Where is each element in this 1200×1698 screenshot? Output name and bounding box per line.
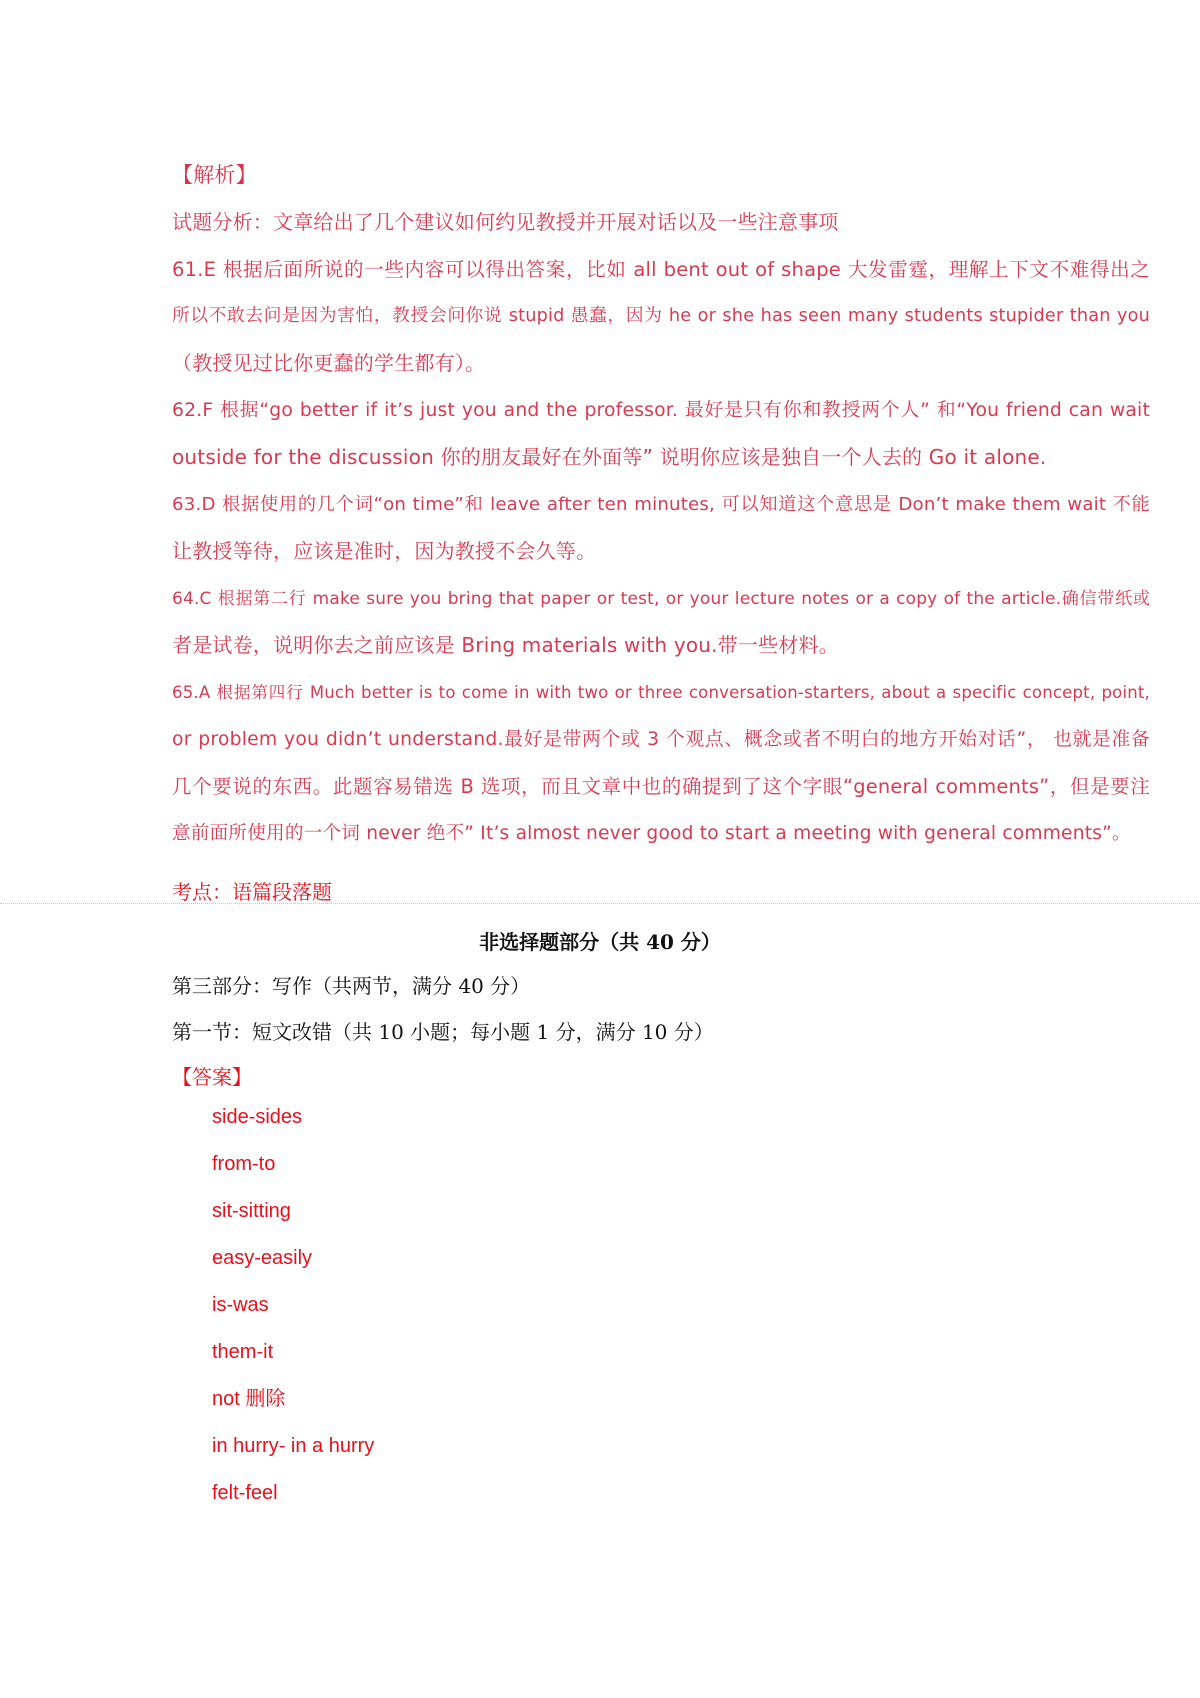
analysis-line: （教授见过比你更蠢的学生都有）。	[172, 351, 486, 375]
analysis-line: 63.D 根据使用的几个词“on time”和 leave after ten minutes, 可以知道这个意思是 Don’t make them wait 不能	[172, 494, 1150, 515]
answer-item: sit-sitting	[212, 1200, 291, 1222]
answer-item: is-was	[212, 1294, 269, 1316]
answer-list	[212, 1106, 374, 1529]
analysis-line: or problem you didn’t understand.最好是带两个或 3 个观点、概念或者不明白的地方开始对话”， 也就是准备	[172, 729, 1150, 750]
analysis-line: 所以不敢去问是因为害怕，教授会问你说 stupid 愚蠢，因为 he or she has seen many students stupider than you	[172, 306, 1150, 326]
answer-item: them-it	[212, 1341, 274, 1363]
answer-item: in hurry- in a hurry	[212, 1435, 375, 1457]
answer-item: not 删除	[212, 1388, 286, 1410]
analysis-line: 几个要说的东西。此题容易错选 B 选项，而且文章中也的确提到了这个字眼“general comments”，但是要注	[172, 775, 1150, 798]
analysis-line: 64.C 根据第二行 make sure you bring that paper or test, or your lecture notes or a copy of the article.确信带纸或	[172, 588, 1150, 608]
answer-item: side-sides	[212, 1106, 303, 1128]
analysis-line: 61.E 根据后面所说的一些内容可以得出答案，比如 all bent out of shape 大发雷霆，理解上下文不难得出之	[172, 258, 1150, 281]
analysis-scan-image	[172, 152, 1150, 857]
answer-heading: 【答案】	[172, 1065, 252, 1089]
analysis-line: 意前面所使用的一个词 never 绝不” It’s almost never good to start a meeting with general comments”。	[172, 823, 1131, 844]
answer-item: from-to	[212, 1153, 276, 1175]
analysis-line: 65.A 根据第四行 Much better is to come in with two or three conversation-starters, about a specific concept, point,	[172, 683, 1150, 702]
section-divider	[0, 903, 1200, 904]
answer-item: felt-feel	[212, 1482, 278, 1504]
part3-subheading: 第一节：短文改错（共 10 小题；每小题 1 分，满分 10 分）	[172, 1020, 714, 1044]
section-title: 非选择题部分（共 40 分）	[479, 930, 721, 954]
analysis-line: 让教授等待，应该是准时，因为教授不会久等。	[172, 539, 597, 563]
analysis-line: outside for the discussion 你的朋友最好在外面等” 说明你应该是独自一个人去的 Go it alone.	[172, 445, 1047, 469]
analysis-line: 62.F 根据“go better if it’s just you and the professor. 最好是只有你和教授两个人” 和“You friend can wait	[172, 400, 1150, 421]
kaodian-label: 考点：语篇段落题	[172, 880, 332, 904]
analysis-line: 试题分析：文章给出了几个建议如何约见教授并开展对话以及一些注意事项	[172, 210, 839, 234]
analysis-line: 者是试卷，说明你去之前应该是 Bring materials with you.带一些材料。	[172, 633, 839, 657]
part3-heading: 第三部分：写作（共两节，满分 40 分）	[172, 974, 531, 998]
analysis-heading: 【解析】	[172, 163, 257, 187]
answer-item: easy-easily	[212, 1247, 313, 1269]
